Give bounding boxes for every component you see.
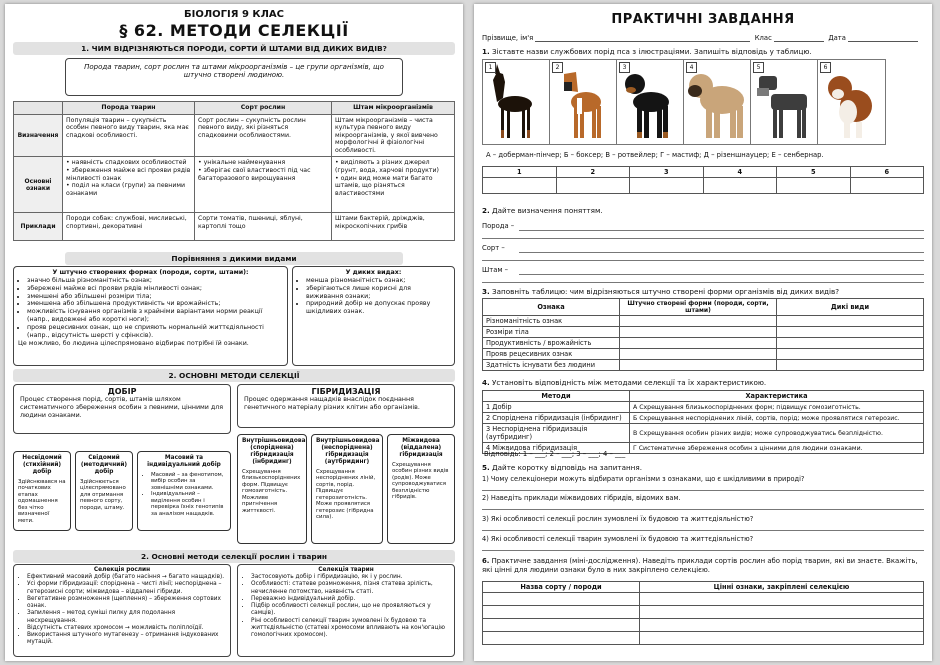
question-4: 4. Установіть відповідність між методами селекції та їх характеристикою. (482, 378, 767, 387)
answer-line[interactable] (482, 282, 924, 283)
method-cell: 3 Неспоріднена гібридизація (аутбридинг) (483, 424, 630, 443)
table-cell: Різноманітність ознак (483, 316, 620, 327)
characteristic-cell: Г Систематичне збереження особин з цінними для людини ознаками. (630, 443, 924, 454)
table-row (483, 593, 924, 606)
table-row (483, 619, 924, 632)
section-2-heading: 2. ОСНОВНІ МЕТОДИ СЕЛЕКЦІЇ (13, 369, 455, 382)
table-header-cell: 3 (630, 167, 704, 178)
term-label: Порода – (482, 222, 515, 230)
animal-selection-box (237, 564, 455, 657)
dog-number: 3 (619, 62, 630, 73)
list-item: • Вегетативне розмноження (щеплення) – збереження сортових ознак. (27, 596, 226, 610)
dog-illustrations (482, 59, 886, 145)
table-header-cell: 1 (483, 167, 557, 178)
list-item: • зменшена або збільшена продуктивність чи врожайність; (27, 300, 283, 308)
row-label: Приклади (14, 213, 63, 241)
artificial-forms-note: Це можливо, бо людина цілеспрямовано відбирає потрібні їй ознаки. (18, 339, 249, 347)
table-cell: Штам мікроорганізмів – чиста культура певного виду мікроорганізмів, у якої вивчено морфологічні й фізіологічні особливості. (332, 114, 455, 157)
answer-cell[interactable] (483, 178, 557, 194)
table-row (483, 606, 924, 619)
date-field[interactable] (848, 33, 918, 42)
table-cell: Породи собак: службові, мисливські, спортивні, декоративні (63, 213, 195, 241)
answer-line[interactable] (482, 260, 924, 261)
answer-cell[interactable] (640, 606, 924, 619)
table-cell: Прояв рецесивних ознак (483, 349, 620, 360)
comparison-heading: Порівняння з дикими видами (65, 252, 403, 265)
table-header-cell: Штучно створені форми (породи, сорти, штами) (620, 299, 777, 316)
table-row (14, 213, 455, 241)
answer-line[interactable] (482, 550, 924, 551)
answer-cell[interactable] (777, 338, 924, 349)
plant-selection-box (13, 564, 231, 657)
question-text: Дайте визначення поняттям. (492, 206, 603, 215)
card-title: Внутрішньовидова (споріднена) гібридизація (інбридинг) (242, 438, 306, 465)
question-6: 6. Практичне завдання (міні-дослідження). Наведіть приклади сортів рослин або порід тварин, які ви знаєте. Вкажіть, які цінні для людини ознаки було в них закріплено селекцією. (482, 557, 918, 574)
card-list (142, 472, 226, 517)
table-header-cell: Методи (483, 391, 630, 402)
answer-line[interactable] (519, 252, 924, 253)
artificial-forms-box (13, 266, 288, 366)
table-header-cell: 4 (703, 167, 777, 178)
table-header-cell: Штам мікроорганізмів (332, 102, 455, 115)
answer-cell[interactable] (777, 316, 924, 327)
list-item: • менша різноманітність ознак; (306, 277, 450, 285)
answer-cell[interactable] (640, 619, 924, 632)
table-header-cell: Назва сорту / породи (483, 582, 640, 593)
list-item: • Особливості: статеве розмноження, пізня статева зрілість, нечисленне потомство, наявність статі. (251, 581, 450, 595)
list-item: • можливість існування організмів з крайніми варіантами норми реакції (напр., видовжені або короткі ноги); (27, 308, 283, 324)
list-item: • Ріні особливості селекції тварин зумовлені їх будовою та життєдіяльністю (статеві хромосоми впливають на кон'югацію гомологічних хромосом). (251, 618, 450, 640)
dog-number: 6 (820, 62, 831, 73)
features-table (482, 298, 924, 371)
list-item: • Відсутність статевих хромосом → можливість поліплоїдії. (27, 625, 226, 632)
plant-selection-title: Селекція рослин (93, 567, 151, 573)
dog-image-5 (751, 60, 818, 145)
table-cell: • виділяють з різних джерел (грунт, вода, харчові продукти) • один вид може мати багато штамів, що різняться властивостями (332, 157, 455, 213)
card-title: Масовий та індивідуальний добір (147, 455, 221, 468)
list-item: • Запилення – метод суміші пилку для подолання несхрещування. (27, 610, 226, 624)
characteristic-cell: В Схрещування особин різних видів; може супроводжуватись безплідністю. (630, 424, 924, 443)
table-row (483, 391, 924, 402)
list-item: • зберігаються лише корисні для виживання ознаки; (306, 285, 450, 301)
comparison-table (13, 101, 455, 241)
table-row (483, 167, 924, 178)
sub-question: 3) Які особливості селекції рослин зумовлені їх будовою та життєдіяльністю? (482, 515, 754, 523)
definition-box: Порода тварин, сорт рослин та штами мікроорганізмів – це групи організмів, що штучно створені людиною. (65, 58, 403, 96)
table-row (483, 349, 924, 360)
answer-cell[interactable] (703, 178, 777, 194)
question-text: Дайте коротку відповідь на запитання. (492, 463, 642, 472)
answer-cell[interactable] (620, 338, 777, 349)
section-1-heading: 1. ЧИМ ВІДРІЗНЯЮТЬСЯ ПОРОДИ, СОРТИ Й ШТАМИ ВІД ДИКИХ ВИДІВ? (13, 42, 455, 55)
wild-species-title: У диких видах: (345, 269, 402, 276)
table-row (14, 157, 455, 213)
sub-question: 4) Які особливості селекції тварин зумовлені їх будовою та життєдіяльністю? (482, 535, 754, 543)
table-cell: Сорт рослин – сукупність рослин певного виду, які різняться спадковими особливостями. (195, 114, 332, 157)
table-cell: Популяція тварин – сукупність особин певного виду тварин, яка має спадкові особливості. (63, 114, 195, 157)
dog-number: 2 (552, 62, 563, 73)
answer-cell[interactable] (620, 327, 777, 338)
answer-cell[interactable] (777, 178, 851, 194)
class-label: Клас (754, 34, 772, 42)
table-header-cell: Сорт рослин (195, 102, 332, 115)
selection-box (13, 384, 231, 434)
table-header-cell: Порода тварин (63, 102, 195, 115)
answer-cell[interactable] (620, 360, 777, 371)
dog-number: 4 (686, 62, 697, 73)
name-label: Прізвище, ім'я (482, 34, 534, 42)
animal-selection-title: Селекція тварин (318, 567, 374, 573)
matching-table (482, 390, 924, 454)
interspecific-card (387, 434, 455, 544)
left-page (5, 4, 463, 661)
card-text: Здійснювався на початкових етапах одомашнення без чітко визначеної мети. (18, 478, 66, 524)
sub-question: 2) Наведіть приклади міжвидових гібридів, відомих вам. (482, 494, 681, 502)
answer-line[interactable] (519, 230, 924, 231)
hybridization-text: Процес одержання нащадків внаслідок поєднання генетичного матеріалу різних клітин або організмів. (244, 396, 420, 411)
table-cell: • унікальне найменування • зберігає свої властивості під час багаторазового вирощування (195, 157, 332, 213)
matching-answer[interactable]: Відповідь: 1 – ___; 2 – ___; 3 – ___; 4 – ___ (484, 450, 626, 458)
table-row (483, 360, 924, 371)
right-page (474, 4, 932, 661)
question-text: Практичне завдання (міні-дослідження). Наведіть приклади сортів рослин або порід тварин, які ви знаєте. Вкажіть, які цінні для людини ознаки було в них закріплено селекцією. (482, 557, 918, 574)
card-text: Схрещування близькоспоріднених форм. Підвищує гомозиготність. Можливе пригнічення життєвості. (242, 468, 301, 514)
answer-cell[interactable] (640, 593, 924, 606)
answer-line[interactable] (519, 274, 924, 275)
hybridization-title: ГІБРИДИЗАЦІЯ (311, 387, 381, 396)
dog-number: 1 (485, 62, 496, 73)
list-item: • природний добір не допускає прояву шкідливих ознак. (306, 300, 450, 316)
list-item: • зменшені або збільшені розміри тіла; (27, 293, 283, 301)
question-3: 3. Заповніть таблицю: чим відрізняються штучно створені форми організмів від диких видів? (482, 287, 840, 296)
unconscious-selection-card (13, 451, 71, 531)
card-title: Несвідомий (стихійний) добір (22, 455, 62, 475)
date-label: Дата (828, 34, 846, 42)
list-item: • Використання штучного мутагенезу – отримання індукованих мутацій. (27, 632, 226, 646)
question-1: 1. Зіставте назви службових порід пса з ілюстраціями. Запишіть відповідь у таблицю. (482, 47, 812, 56)
method-cell: 1 Добір (483, 402, 630, 413)
table-row (483, 178, 924, 194)
method-cell: 2 Споріднена гібридизація (інбридинг) (483, 413, 630, 424)
inbreeding-card (237, 434, 307, 544)
answer-cell[interactable] (850, 178, 924, 194)
table-header-cell: 5 (777, 167, 851, 178)
dog-legend: А – доберман-пінчер; Б – боксер; В – ротвейлер; Г – мастиф; Д – різеншнауцер; Е – сенбернар. (486, 151, 824, 159)
list-item: • Масовий – за фенотипом, вибір особин за зовнішніми ознаками. (151, 472, 226, 491)
table-row (483, 402, 924, 413)
dog-number: 5 (753, 62, 764, 73)
answer-line[interactable] (482, 490, 924, 491)
answer-line[interactable] (482, 509, 924, 510)
outbreeding-card (311, 434, 383, 544)
selection-title: ДОБІР (107, 387, 137, 396)
answer-cell[interactable] (630, 178, 704, 194)
card-title: Міжвидова (віддалена) гібридизація (399, 438, 443, 458)
dog-image-1 (483, 60, 550, 145)
plant-selection-list (18, 574, 226, 646)
list-item: • значно більша різноманітність ознак; (27, 277, 283, 285)
wild-species-box (292, 266, 455, 366)
answer-cell[interactable] (640, 632, 924, 645)
grade-header: БІОЛОГІЯ 9 КЛАС (184, 9, 284, 20)
table-cell: Розміри тіла (483, 327, 620, 338)
student-info-row (482, 33, 924, 42)
card-text: Схрещування неспоріднених ліній, сортів, порід. Підвищує гетерозиготність. Може проявлятися гетерозис (гібридна сила). (316, 468, 376, 521)
characteristic-cell: Б Схрещування неспоріднених ліній, сортів, порід; може проявлятися гетерозис. (630, 413, 924, 424)
table-row (483, 632, 924, 645)
artificial-forms-list (18, 277, 283, 340)
answer-line[interactable] (482, 530, 924, 531)
section-3-heading: 2. Основні методи селекції рослин і тварин (13, 550, 455, 563)
animal-selection-list (242, 574, 450, 639)
table-row (483, 413, 924, 424)
name-field[interactable] (535, 33, 750, 42)
method-cell: 4 Міжвидова гібридизація (483, 443, 630, 454)
table-header-cell: Дикі види (777, 299, 924, 316)
hybridization-box (237, 384, 455, 428)
dog-image-6 (818, 60, 885, 145)
row-label: Визначення (14, 114, 63, 157)
list-item: • Індивідуальний – виділення особин і перевірка їхніх генотипів за аналізом нащадків. (151, 491, 226, 517)
list-item: • Застосовують добір і гібридизацію, як і у рослин. (251, 574, 450, 581)
table-cell: Штами бактерій, дріжджів, мікроскопічних грибів (332, 213, 455, 241)
card-text: Здійснюється цілеспрямовано для отримання певного сорту, породи, штаму. (80, 478, 126, 511)
term-label: Сорт – (482, 244, 505, 252)
row-label: Основні ознаки (14, 157, 63, 213)
table-header-cell: Цінні ознаки, закріплені селекцією (640, 582, 924, 593)
table-header-cell (14, 102, 63, 115)
table-row (483, 338, 924, 349)
practical-title: ПРАКТИЧНІ ЗАВДАННЯ (611, 12, 795, 27)
table-row (483, 316, 924, 327)
dog-image-2 (550, 60, 617, 145)
selection-text: Процес створення порід, сортів, штамів шляхом систематичного збереження особин з певними, цінними для людини ознаками. (20, 396, 224, 419)
list-item: • Переважно індивідуальний добір. (251, 596, 450, 603)
table-header-cell: Ознака (483, 299, 620, 316)
artificial-forms-title: У штучно створених формах (породи, сорти, штами): (52, 269, 249, 276)
page-title: § 62. МЕТОДИ СЕЛЕКЦІЇ (119, 21, 349, 40)
answer-line[interactable] (482, 238, 924, 239)
table-header-row (14, 102, 455, 115)
table-cell: Сорти томатів, пшениці, яблуні, картоплі тощо (195, 213, 332, 241)
question-text: Зіставте назви службових порід пса з ілюстраціями. Запишіть відповідь у таблицю. (492, 47, 812, 56)
class-field[interactable] (774, 33, 824, 42)
answer-cell[interactable] (620, 316, 777, 327)
list-item: • збережені майже всі прояви рядів мінливості ознак; (27, 285, 283, 293)
table-header-cell: Характеристика (630, 391, 924, 402)
answer-cell[interactable] (777, 349, 924, 360)
table-cell: Здатність існувати без людини (483, 360, 620, 371)
answer-cell[interactable] (483, 632, 640, 645)
table-header-cell: 2 (556, 167, 630, 178)
question-text: Заповніть таблицю: чим відрізняються штучно створені форми організмів від диких видів? (492, 287, 840, 296)
sub-question: 1) Чому селекціонери можуть відбирати організми з ознаками, що є шкідливими в природі? (482, 475, 805, 483)
answer-cell[interactable] (483, 619, 640, 632)
methodical-selection-card (75, 451, 133, 531)
question-text: Установіть відповідність між методами селекції та їх характеристикою. (492, 378, 767, 387)
wild-species-list (297, 277, 450, 316)
answer-cell[interactable] (483, 593, 640, 606)
practice-table (482, 581, 924, 645)
table-row (483, 582, 924, 593)
dog-answer-table (482, 166, 924, 194)
answer-cell[interactable] (483, 606, 640, 619)
table-row (14, 114, 455, 157)
answer-cell[interactable] (777, 327, 924, 338)
question-2: 2. Дайте визначення поняттям. (482, 206, 603, 215)
mass-individual-selection-card (137, 451, 231, 531)
question-5: 5. Дайте коротку відповідь на запитання. (482, 463, 642, 472)
table-header-cell: 6 (850, 167, 924, 178)
card-text: Схрещування особин різних видів (родів). Може супроводжуватися безплідністю гібридів. (392, 461, 449, 501)
answer-cell[interactable] (777, 360, 924, 371)
table-row (483, 327, 924, 338)
dog-image-4 (684, 60, 751, 145)
table-cell: Продуктивність / врожайність (483, 338, 620, 349)
list-item: • Підбір особливості селекції рослин, що не проявляються у самців). (251, 603, 450, 617)
dog-image-3 (617, 60, 684, 145)
term-label: Штам – (482, 266, 509, 274)
table-cell: • наявність спадкових особливостей • збереження майже всі прояви рядів мінливості ознак • поділ на класи (групи) за певними ознаками (63, 157, 195, 213)
characteristic-cell: А Схрещування близькоспоріднених форм; підвищує гомозиготність. (630, 402, 924, 413)
list-item: • прояв рецесивних ознак, що не сприяють нормальній життєдіяльності (напр., відсутність шерсті у сфінксів). (27, 324, 283, 340)
table-row (483, 424, 924, 443)
card-title: Внутрішньовидова (неспоріднена) гібридизація (аутбридинг) (316, 438, 380, 465)
answer-cell[interactable] (620, 349, 777, 360)
answer-cell[interactable] (556, 178, 630, 194)
list-item: • Ефективний масовий добір (багато насіння → багато нащадків). (27, 574, 226, 581)
list-item: • Усі форми гібридизації: споріднена – чисті лінії; неспоріднена – гетерозисні сорти; міжвидова – віддалені гібриди. (27, 581, 226, 595)
table-row (483, 299, 924, 316)
card-title: Свідомий (методичний) добір (80, 455, 128, 475)
